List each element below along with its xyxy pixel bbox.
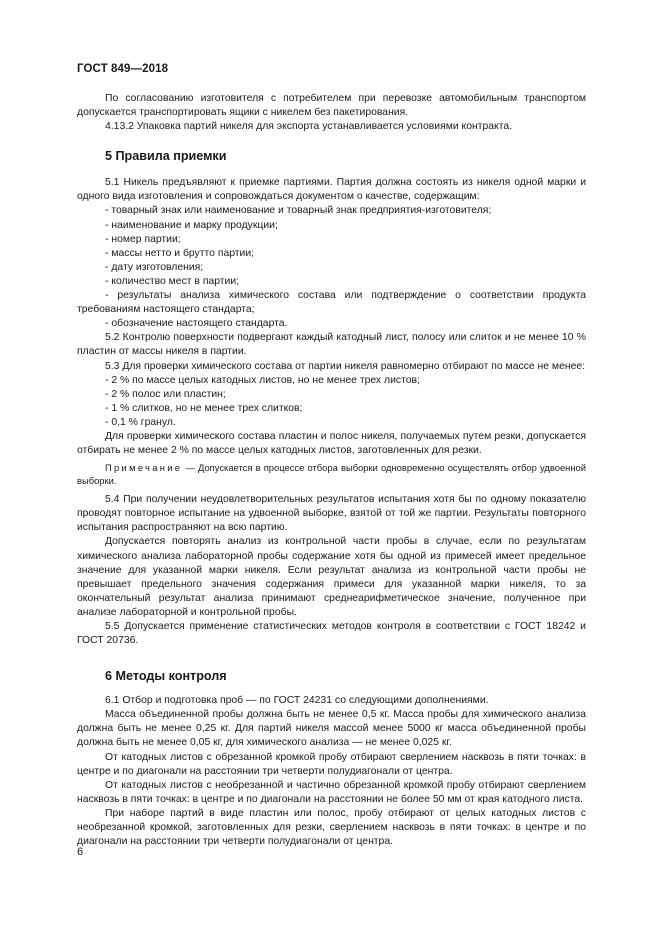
note-text: — Допускается в процессе отбора выборки одновременно осуществлять отбор удвоенной выборки. xyxy=(77,462,586,487)
list-item: - номер партии; xyxy=(105,233,181,245)
section-5-title: 5 Правила приемки xyxy=(105,149,227,164)
clause-5-2: 5.2 Контролю поверхности подвергают каждый катодный лист, полосу или слиток и не менее 10 % пластин от массы никеля в партии. xyxy=(77,332,586,358)
untrimmed-edge-paragraph: От катодных листов с необрезанной и частично обрезанной кромкой пробу отбирают сверлением насквозь в пяти точках: в центре и по диагонали на расстоянии не более 50 мм от края катодного листа. xyxy=(77,779,586,805)
list-item: - 2 % по массе целых катодных листов, но не менее трех листов; xyxy=(105,374,420,386)
plates-strips-paragraph: При наборе партий в виде пластин или полос, пробу отбирают от целых катодных листов с необрезанной кромкой, заготовленных для резки, сверлением насквозь в пяти точках: в центре и по диагонали на расстоянии три четверти полудиагонали от центра. xyxy=(77,807,586,848)
list-item: - наименование и марку продукции; xyxy=(105,219,278,231)
document-header: ГОСТ 849—2018 xyxy=(77,63,169,75)
clause-5-3: 5.3 Для проверки химического состава от партии никеля равномерно отбирают по массе не менее: xyxy=(105,360,586,372)
list-item: - массы нетто и брутто партии; xyxy=(105,247,255,259)
clause-5-1: 5.1 Никель предъявляют к приемке партиями. Партия должна состоять из никеля одной марки и одного вида изготовления и сопровождаться документом о качестве, содержащим: xyxy=(77,177,586,203)
list-item: - обозначение настоящего стандарта. xyxy=(105,318,288,330)
page-body xyxy=(77,92,586,849)
clause-4-13-2: 4.13.2 Упаковка партий никеля для экспорта устанавливается условиями контракта. xyxy=(105,121,513,133)
clause-5-4: 5.4 При получении неудовлетворительных результатов испытания хотя бы по одному показателю проводят повторное испытание на удвоенной выборке, взятой от той же партии. Результаты повторного испытания распространяют на всю партию. xyxy=(77,494,586,534)
section-6-title: 6 Методы контроля xyxy=(105,669,227,684)
clause-5-4-repeat: Допускается повторять анализ из контрольной части пробы в случае, если по результатам химического анализа лабораторной пробы содержание хотя бы одной из примесей имеет предельное значение для указанной марки никеля. Если результат анализа из контрольной части пробы не превышает предельного значения содержания примеси для указанной марки никеля, то за окончательный результат анализа принимают среднеарифметическое значение, полученное при анализе лабораторной и контрольной пробы. xyxy=(77,536,586,618)
list-item: - товарный знак или наименование и товарный знак предприятия-изготовителя; xyxy=(105,205,492,217)
note-label: Примечание xyxy=(105,462,183,474)
list-item: - результаты анализа химического состава или подтверждение о соответствии продукта требованиям настоящего стандарта; xyxy=(77,290,586,316)
sample-mass-paragraph: Масса объединенной пробы должна быть не менее 0,5 кг. Масса пробы для химического анализа должна быть не менее 0,25 кг. Для партий никеля массой менее 5000 кг масса объединенной пробы должна быть не менее 0,05 кг, для химического анализа — не менее 0,025 кг. xyxy=(77,709,586,749)
list-item: - дату изготовления; xyxy=(105,261,204,273)
list-item: - 0,1 % гранул. xyxy=(105,416,176,428)
trimmed-edge-paragraph: От катодных листов с обрезанной кромкой пробу отбирают сверлением насквозь в пяти точках: в центре и по диагонали на расстоянии три четверти полудиагонали от центра. xyxy=(77,751,586,777)
list-item: - 1 % слитков, но не менее трех слитков; xyxy=(105,402,303,414)
list-item: - 2 % полос или пластин; xyxy=(105,388,226,400)
list-item: - количество мест в партии; xyxy=(105,275,240,287)
clause-5-3-cutting: Для проверки химического состава пластин и полос никеля, получаемых путем резки, допускается отбирать не менее 2 % по массе целых катодных листов, заготовленных для резки. xyxy=(77,430,586,457)
clause-5-5: 5.5 Допускается применение статистических методов контроля в соответствии с ГОСТ 18242 и ГОСТ 20736. xyxy=(77,621,586,647)
clause-6-1: 6.1 Отбор и подготовка проб — по ГОСТ 24231 со следующими дополнениями. xyxy=(105,695,489,707)
intro-paragraph: По согласованию изготовителя с потребителем при перевозке автомобильным транспортом допускается транспортировать ящики с никелем без пакетирования. xyxy=(77,93,586,119)
page-number: 6 xyxy=(77,846,84,858)
note xyxy=(77,461,586,487)
